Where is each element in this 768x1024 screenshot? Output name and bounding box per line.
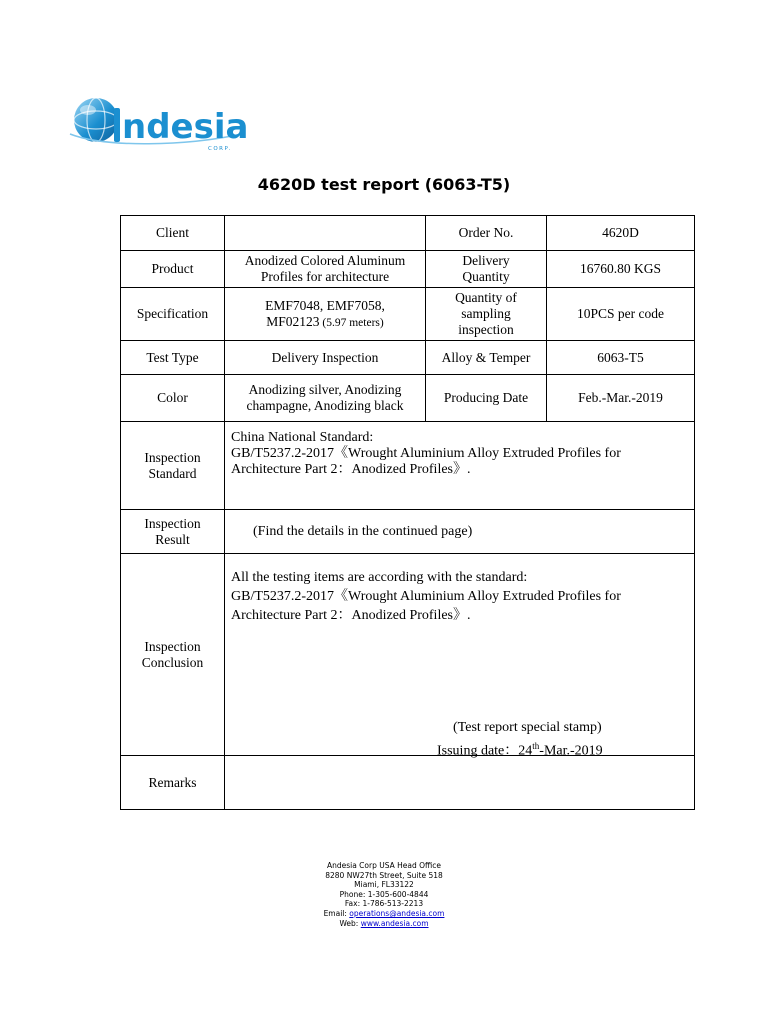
sampling-label [426,288,547,341]
footer-street: 8280 NW27th Street, Suite 518 [325,870,443,880]
conclusion-label [121,554,225,756]
color-label: Color [121,375,225,422]
globe-icon [74,98,118,142]
remarks-label: Remarks [121,756,225,810]
sampling-label-line-2: sampling [461,306,511,321]
alloy-value: 6063-T5 [547,341,695,375]
conclusion-value [225,554,695,759]
spec-label: Specification [121,288,225,341]
producing-value: Feb.-Mar.-2019 [547,375,695,422]
standard-line-3: Architecture Part 2：Anodized Profiles》. [231,462,471,477]
producing-label: Producing Date [426,375,547,422]
spec-value [225,288,426,341]
conclusion-line-3: Architecture Part 2：Anodized Profiles》. [231,608,471,623]
row-inspection-standard [121,422,695,510]
test-type-value: Delivery Inspection [225,341,426,375]
client-label: Client [121,216,225,251]
footer-email-link[interactable]: operations@andesia.com [349,908,445,918]
spec-line-2-note: (5.97 meters) [319,316,384,329]
footer-city: Miami, FL33122 [354,880,414,890]
result-label-line-1: Inspection [144,515,201,531]
standard-label-line-2: Standard [148,465,197,481]
conclusion-line-2: GB/T5237.2-2017《Wrought Aluminium Alloy Extruded Profiles for [231,589,621,604]
sampling-value: 10PCS per code [547,288,695,341]
sampling-label-line-1: Quantity of [455,290,517,305]
row-remarks [121,756,695,810]
spec-line-2 [229,314,421,331]
alloy-label: Alloy & Temper [426,341,547,375]
footer-web-link[interactable]: www.andesia.com [360,918,429,928]
footer-fax: Fax: 1-786-513-2213 [344,899,424,909]
standard-label [121,422,225,510]
conclusion-body [231,568,621,625]
issuing-date-suffix: -Mar.-2019 [539,743,603,759]
order-value: 4620D [547,216,695,251]
product-line-1: Anodized Colored Aluminum [244,253,406,268]
page-title: 4620D test report (6063-T5) [257,175,511,194]
issuing-date-sup: th [532,741,540,751]
color-line-1: Anodizing silver, Anodizing [248,382,402,397]
delivery-qty-label-line-1: Delivery [462,253,510,268]
product-line-2: Profiles for architecture [260,269,390,284]
stamp-note: (Test report special stamp) [453,720,602,735]
conclusion-line-1: All the testing items are according with the standard: [231,570,528,585]
footer-office: Andesia Corp USA Head Office [326,861,442,870]
row-specification [121,288,695,341]
color-value [225,375,426,422]
standard-line-1: China National Standard: [231,430,374,445]
footer-email-label: Email: [323,908,350,918]
report-table [120,215,695,810]
color-line-2: champagne, Anodizing black [246,398,404,413]
delivery-qty-label [426,251,547,288]
conclusion-label-line-1: Inspection [144,638,201,654]
sampling-label-line-3: inspection [458,322,514,337]
footer-email [0,909,768,919]
row-test-type [121,341,695,375]
row-inspection-result [121,510,695,554]
andesia-logo-graphic [66,90,256,152]
standard-line-2: GB/T5237.2-2017《Wrought Aluminium Alloy Extruded Profiles for [231,446,621,461]
delivery-qty-value: 16760.80 KGS [547,251,695,288]
product-label: Product [121,251,225,288]
standard-label-line-1: Inspection [144,449,201,465]
footer-address [0,861,768,928]
standard-value [225,422,695,510]
result-label [121,510,225,554]
andesia-logo [66,90,256,152]
product-value [225,251,426,288]
footer-web-label: Web: [339,918,361,928]
order-label: Order No. [426,216,547,251]
delivery-qty-label-line-2: Quantity [462,269,510,284]
footer-web [0,919,768,929]
result-value: (Find the details in the continued page) [225,510,695,554]
logo-wordmark: ndesia [122,107,249,147]
spec-line-1: EMF7048, EMF7058, [265,297,385,313]
result-label-line-2: Result [155,531,190,547]
logo-subtext: CORP. [208,146,232,152]
issuing-date [437,738,603,760]
row-inspection-conclusion [121,554,695,756]
row-client [121,216,695,251]
issuing-date-prefix: Issuing date：24 [437,743,533,759]
row-product [121,251,695,288]
client-value [225,216,426,251]
footer-phone: Phone: 1-305-600-4844 [339,889,429,899]
remarks-value [225,756,695,810]
conclusion-label-line-2: Conclusion [141,654,204,670]
spec-line-2-main: MF02123 [266,313,320,329]
row-color [121,375,695,422]
test-type-label: Test Type [121,341,225,375]
